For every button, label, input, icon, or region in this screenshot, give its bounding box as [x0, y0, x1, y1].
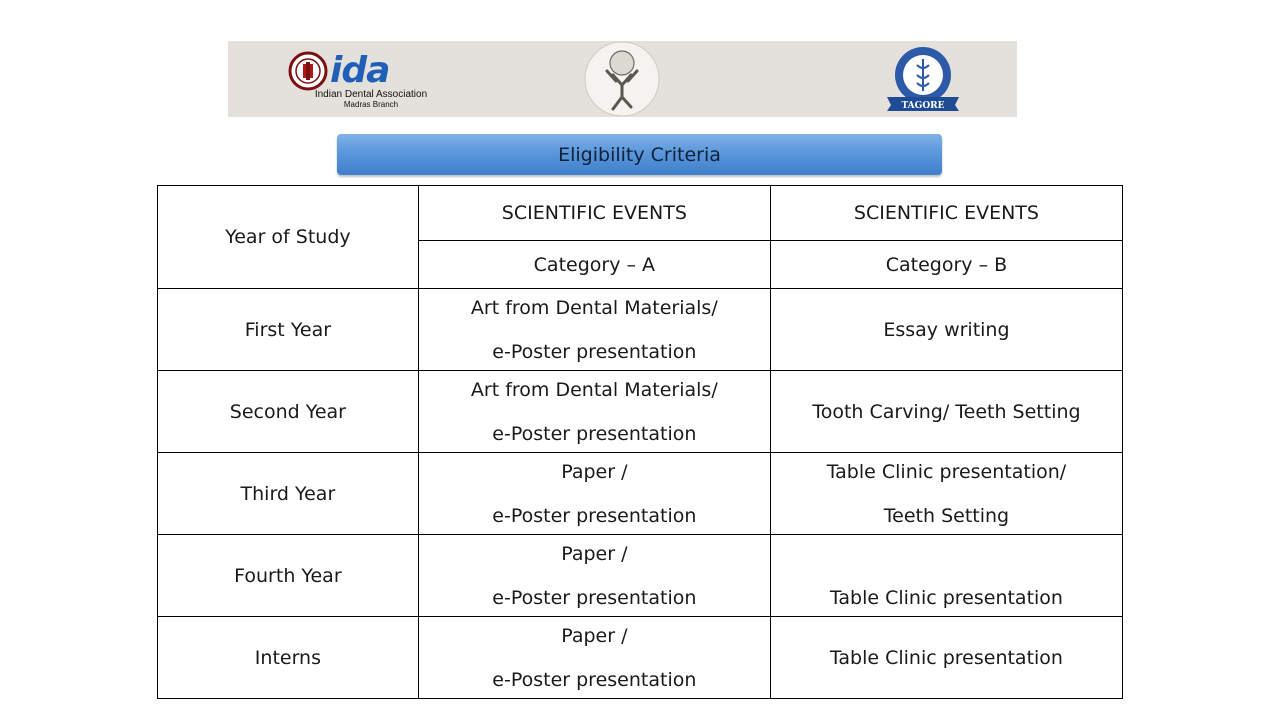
year-cell: Second Year	[158, 371, 419, 453]
category-a-line2: e-Poster presentation	[492, 586, 697, 609]
year-cell: First Year	[158, 289, 419, 371]
category-a-line2: e-Poster presentation	[492, 340, 697, 363]
year-cell: Fourth Year	[158, 535, 419, 617]
category-b-line: Table Clinic presentation	[829, 586, 1063, 609]
year-cell: Third Year	[158, 453, 419, 535]
eligibility-table	[157, 185, 1123, 699]
category-a-line2: e-Poster presentation	[492, 422, 697, 445]
category-b-cell: Tooth Carving/ Teeth Setting	[770, 371, 1122, 453]
table-row	[158, 453, 1123, 535]
table-row	[158, 535, 1123, 617]
header-banner	[228, 41, 1017, 117]
category-b-line1: Table Clinic presentation/	[826, 460, 1067, 483]
scientific-events-header-a: SCIENTIFIC EVENTS	[418, 186, 770, 241]
category-a-line1: Paper /	[561, 460, 628, 483]
category-b-cell: Essay writing	[770, 289, 1122, 371]
category-a-cell	[418, 289, 770, 371]
category-b-header: Category – B	[770, 241, 1122, 289]
table-row	[158, 617, 1123, 699]
category-b-cell	[770, 535, 1122, 617]
category-a-line1: Paper /	[561, 542, 628, 565]
year-of-study-header: Year of Study	[158, 186, 419, 289]
category-b-cell: Table Clinic presentation	[770, 617, 1122, 699]
category-a-line1: Art from Dental Materials/	[470, 378, 718, 401]
ida-branch-name: Madras Branch	[343, 100, 399, 109]
category-a-line1: Paper /	[561, 624, 628, 647]
ida-seal-icon	[288, 51, 328, 91]
category-a-line2: e-Poster presentation	[492, 668, 697, 691]
category-b-line2: Teeth Setting	[883, 504, 1010, 527]
category-a-line1: Art from Dental Materials/	[470, 296, 718, 319]
table-header-row	[158, 186, 1123, 241]
category-a-cell	[418, 371, 770, 453]
ida-wordmark: ida	[330, 50, 390, 91]
ida-logo	[288, 49, 428, 113]
category-a-header: Category – A	[418, 241, 770, 289]
category-a-cell	[418, 617, 770, 699]
category-b-cell	[770, 453, 1122, 535]
category-a-line2: e-Poster presentation	[492, 504, 697, 527]
ida-association-name: Indian Dental Association	[314, 89, 428, 100]
page-title: Eligibility Criteria	[337, 134, 942, 175]
table-row	[158, 289, 1123, 371]
category-a-cell	[418, 535, 770, 617]
table-row	[158, 371, 1123, 453]
tagore-college-logo-icon	[883, 45, 963, 113]
scientific-events-header-b: SCIENTIFIC EVENTS	[770, 186, 1122, 241]
atlas-emblem-icon	[583, 41, 661, 117]
category-a-cell	[418, 453, 770, 535]
tagore-ribbon-text: TAGORE	[901, 101, 945, 111]
year-cell: Interns	[158, 617, 419, 699]
